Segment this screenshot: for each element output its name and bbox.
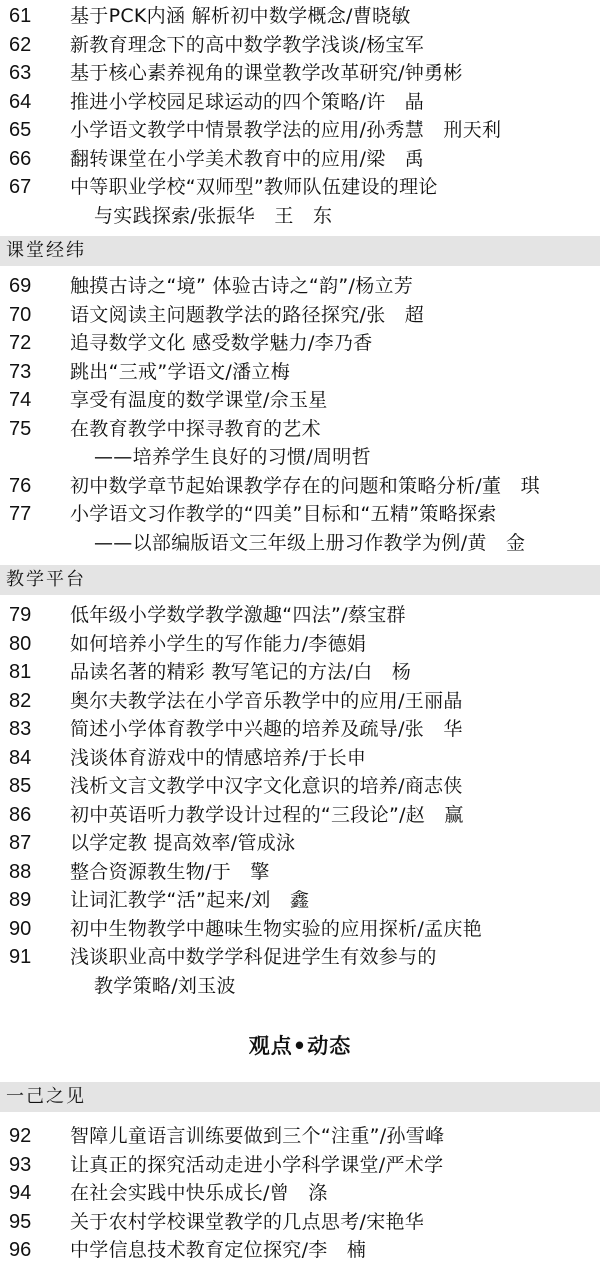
toc-page-number: 83 <box>9 718 32 740</box>
toc-entry-title: 在社会实践中快乐成长/曾 涤 <box>70 1182 328 1204</box>
toc-page-number: 75 <box>9 417 32 440</box>
toc-entry <box>0 1122 600 1151</box>
toc-group-2 <box>0 272 600 557</box>
toc-page-number: 69 <box>9 275 32 297</box>
toc-page-number: 77 <box>9 503 32 525</box>
toc-page-number: 64 <box>9 90 32 113</box>
toc-entry-title: 浅谈体育游戏中的情感培养/于长申 <box>70 746 367 769</box>
toc-entry <box>0 858 600 887</box>
toc-page-number: 93 <box>9 1153 32 1176</box>
toc-entry-title-continued: 与实践探索/张振华 王 东 <box>94 204 333 227</box>
toc-page-number: 94 <box>9 1182 32 1204</box>
toc-entry-title: 智障儿童语言训练要做到三个“注重”/孙雪峰 <box>70 1125 445 1147</box>
toc-entry-title-continued: 教学策略/刘玉波 <box>94 974 236 997</box>
toc-page-number: 90 <box>9 917 32 940</box>
toc-entry <box>0 801 600 830</box>
toc-entry <box>0 1236 600 1265</box>
toc-entry <box>0 500 600 557</box>
toc-page-number: 63 <box>9 62 32 84</box>
toc-entry <box>0 1151 600 1180</box>
toc-entry <box>0 358 600 387</box>
toc-entry <box>0 601 600 630</box>
toc-entry-title: 触摸古诗之“境” 体验古诗之“韵”/杨立芳 <box>70 275 414 297</box>
toc-entry <box>0 31 600 60</box>
toc-entry-title: 基于PCK内涵 解析初中数学概念/曹晓敏 <box>70 5 411 27</box>
toc-entry <box>0 386 600 415</box>
toc-entry <box>0 1179 600 1208</box>
toc-page-number: 62 <box>9 33 32 56</box>
toc-entry <box>0 116 600 145</box>
toc-group-1 <box>0 0 600 230</box>
toc-entry-title: 如何培养小学生的写作能力/李德娟 <box>70 632 367 655</box>
toc-page-number: 88 <box>9 860 32 883</box>
toc-page-number: 73 <box>9 360 32 383</box>
toc-entry <box>0 415 600 472</box>
toc-entry-title: 浅析文言文教学中汉字文化意识的培养/商志侠 <box>70 775 463 797</box>
toc-entry-title: 初中英语听力教学设计过程的“三段论”/赵 赢 <box>70 803 464 826</box>
toc-entry <box>0 1208 600 1237</box>
toc-entry-title: 简述小学体育教学中兴趣的培养及疏导/张 华 <box>70 718 463 740</box>
toc-entry <box>0 472 600 501</box>
toc-entry <box>0 744 600 773</box>
toc-entry <box>0 630 600 659</box>
toc-entry <box>0 2 600 31</box>
toc-entry <box>0 772 600 801</box>
toc-page-number: 85 <box>9 775 32 797</box>
toc-entry-title: 中等职业学校“双师型”教师队伍建设的理论 <box>70 176 438 198</box>
toc-entry <box>0 658 600 687</box>
toc-entry <box>0 301 600 330</box>
toc-entry-title-continued: ——培养学生良好的习惯/周明哲 <box>94 446 371 468</box>
toc-entry-title: 基于核心素养视角的课堂教学改革研究/钟勇彬 <box>70 62 463 84</box>
toc-group-4 <box>0 1122 600 1265</box>
toc-entry-title: 推进小学校园足球运动的四个策略/许 晶 <box>70 90 425 113</box>
toc-entry <box>0 886 600 915</box>
toc-page-number: 81 <box>9 661 32 683</box>
toc-page-number: 76 <box>9 474 32 497</box>
toc-entry <box>0 715 600 744</box>
toc-entry-title: 关于农村学校课堂教学的几点思考/宋艳华 <box>70 1210 425 1233</box>
toc-entry <box>0 173 600 230</box>
toc-page-number: 86 <box>9 803 32 826</box>
toc-page-number: 61 <box>9 5 32 27</box>
toc-entry <box>0 272 600 301</box>
toc-entry-title-continued: ——以部编版语文三年级上册习作教学为例/黄 金 <box>94 531 526 554</box>
toc-entry-title: 小学语文习作教学的“四美”目标和“五精”策略探索 <box>70 503 497 525</box>
toc-page-number: 91 <box>9 946 32 968</box>
toc-page-number: 74 <box>9 389 32 411</box>
toc-entry <box>0 915 600 944</box>
toc-page-number: 96 <box>9 1239 32 1261</box>
toc-page-number: 72 <box>9 332 32 354</box>
toc-page-number: 84 <box>9 746 32 769</box>
toc-page-number: 89 <box>9 889 32 911</box>
toc-entry-title: 新教育理念下的高中数学教学浅谈/杨宝军 <box>70 33 425 56</box>
toc-entry <box>0 59 600 88</box>
section-header-ketang: 课堂经纬 <box>0 236 600 266</box>
toc-entry-title: 中学信息技术教育定位探究/李 楠 <box>70 1239 367 1261</box>
toc-page-number: 79 <box>9 604 32 626</box>
toc-page-number: 92 <box>9 1125 32 1147</box>
major-section-title: 观点•动态 <box>248 1034 352 1058</box>
toc-entry-title: 小学语文教学中情景教学法的应用/孙秀慧 刑天利 <box>70 119 502 141</box>
toc-entry-title: 品读名著的精彩 教写笔记的方法/白 杨 <box>70 661 412 683</box>
toc-entry-title: 浅谈职业高中数学学科促进学生有效参与的 <box>70 946 437 968</box>
toc-entry <box>0 88 600 117</box>
toc-entry-title: 奥尔夫教学法在小学音乐教学中的应用/王丽晶 <box>70 689 463 712</box>
toc-entry-title: 整合资源教生物/于 擎 <box>70 860 270 883</box>
toc-page-number: 66 <box>9 147 32 170</box>
toc-entry-title: 让真正的探究活动走进小学科学课堂/严术学 <box>70 1153 444 1176</box>
toc-page-number: 70 <box>9 303 32 326</box>
toc-entry-title: 追寻数学文化 感受数学魅力/李乃香 <box>70 332 373 354</box>
toc-entry-title: 初中数学章节起始课教学存在的问题和策略分析/董 琪 <box>70 474 540 497</box>
toc-entry-title: 低年级小学数学教学激趣“四法”/蔡宝群 <box>70 604 406 626</box>
toc-page-number: 80 <box>9 632 32 655</box>
toc-page-number: 65 <box>9 119 32 141</box>
toc-entry-title: 翻转课堂在小学美术教育中的应用/梁 禹 <box>70 147 425 170</box>
section-header-yiji: 一己之见 <box>0 1082 600 1112</box>
toc-entry-title: 让词汇教学“活”起来/刘 鑫 <box>70 889 310 911</box>
toc-page-number: 95 <box>9 1210 32 1233</box>
toc-entry <box>0 145 600 174</box>
toc-entry <box>0 329 600 358</box>
toc-entry <box>0 829 600 858</box>
toc-entry-title: 在教育教学中探寻教育的艺术 <box>70 417 321 440</box>
toc-page-number: 82 <box>9 689 32 712</box>
toc-entry-title: 跳出“三戒”学语文/潘立梅 <box>70 360 290 383</box>
toc-group-3 <box>0 601 600 1000</box>
toc-entry-title: 语文阅读主问题教学法的路径探究/张 超 <box>70 303 425 326</box>
toc-page-number: 67 <box>9 176 32 198</box>
toc-entry-title: 享受有温度的数学课堂/佘玉星 <box>70 389 328 411</box>
toc-entry <box>0 687 600 716</box>
section-header-jiaoxue: 教学平台 <box>0 565 600 595</box>
toc-entry-title: 初中生物教学中趣味生物实验的应用探析/孟庆艳 <box>70 917 483 940</box>
toc-page-number: 87 <box>9 832 32 854</box>
toc-entry <box>0 943 600 1000</box>
toc-entry-title: 以学定教 提高效率/管成泳 <box>70 832 296 854</box>
